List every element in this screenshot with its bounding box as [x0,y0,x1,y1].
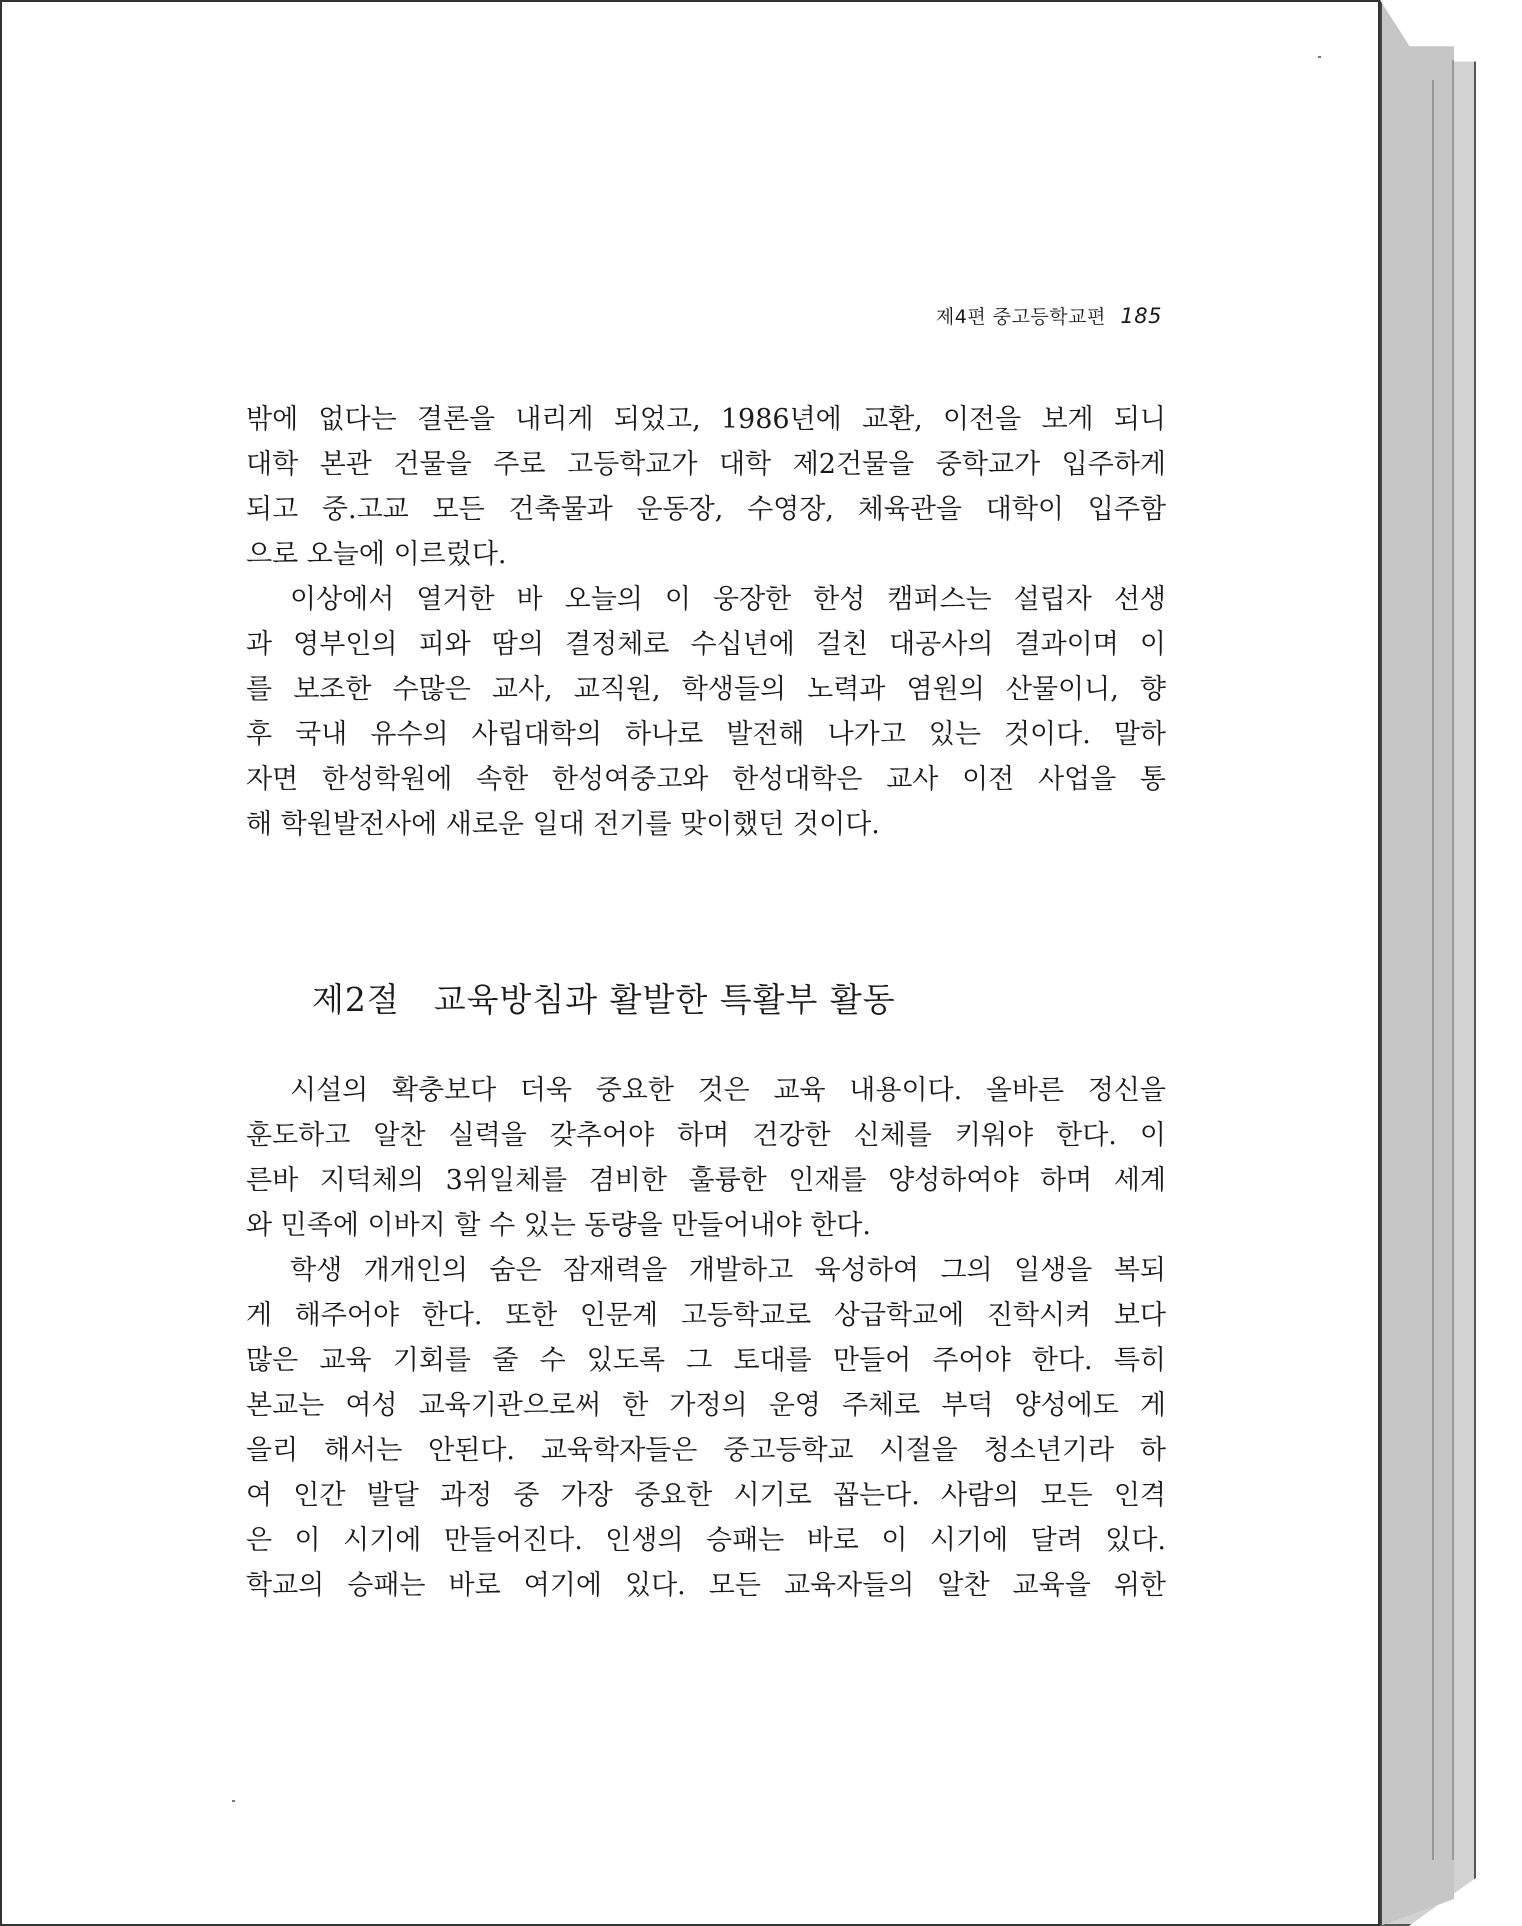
running-title: 제4편 중고등학교편 [935,306,1106,328]
text-line: 학생 개개인의 숨은 잠재력을 개발하고 육성하여 그의 일생을 복되 [290,1255,1166,1286]
text-line: 해 학원발전사에 새로운 일대 전기를 맞이했던 것이다. [246,809,880,840]
section-title: 교육방침과 활발한 특활부 활동 [433,980,896,1019]
text-line: 훈도하고 알찬 실력을 갖추어야 하며 건강한 신체를 키워야 한다. 이 [246,1120,1166,1151]
text-line: 으로 오늘에 이르렀다. [246,539,507,570]
text-line: 이상에서 열거한 바 오늘의 이 웅장한 한성 캠퍼스는 설립자 선생 [290,584,1166,615]
scan-speck [232,1800,235,1802]
section-heading [312,974,896,1021]
text-line: 본교는 여성 교육기관으로써 한 가정의 운영 주체로 부덕 양성에도 게 [246,1390,1166,1421]
text-line: 밖에 없다는 결론을 내리게 되었고, 1986년에 교환, 이전을 보게 되니 [246,404,1166,435]
body-text-top [246,397,1166,847]
page-stack-line [1432,80,1434,1860]
text-line: 학교의 승패는 바로 여기에 있다. 모든 교육자들의 알찬 교육을 위한 [246,1570,1166,1601]
text-line: 를 보조한 수많은 교사, 교직원, 학생들의 노력과 염원의 산물이니, 향 [246,674,1166,705]
text-line: 른바 지덕체의 3위일체를 겸비한 훌륭한 인재를 양성하여야 하며 세계 [246,1165,1166,1196]
page-stack-edge [1380,0,1454,1926]
page-number: 185 [1120,304,1162,328]
running-head [936,302,1162,329]
text-line: 자면 한성학원에 속한 한성여중고와 한성대학은 교사 이전 사업을 통 [246,764,1166,795]
scan-speck [1318,56,1321,58]
text-line: 을리 해서는 안된다. 교육학자들은 중고등학교 시절을 청소년기라 하 [246,1435,1166,1466]
body-text-bottom [246,1068,1166,1608]
text-line: 되고 중.고교 모든 건축물과 운동장, 수영장, 체육관을 대학이 입주함 [246,494,1166,525]
section-number: 제2절 [312,980,400,1019]
text-line: 은 이 시기에 만들어진다. 인생의 승패는 바로 이 시기에 달려 있다. [246,1525,1166,1556]
text-line: 후 국내 유수의 사립대학의 하나로 발전해 나가고 있는 것이다. 말하 [246,719,1166,750]
text-line: 과 영부인의 피와 땀의 결정체로 수십년에 걸친 대공사의 결과이며 이 [246,629,1166,660]
text-line: 게 해주어야 한다. 또한 인문계 고등학교로 상급학교에 진학시켜 보다 [246,1300,1166,1331]
text-line: 대학 본관 건물을 주로 고등학교가 대학 제2건물을 중학교가 입주하게 [246,449,1166,480]
text-line: 많은 교육 기회를 줄 수 있도록 그 토대를 만들어 주어야 한다. 특히 [246,1345,1166,1376]
text-line: 여 인간 발달 과정 중 가장 중요한 시기로 꼽는다. 사람의 모든 인격 [246,1480,1166,1511]
text-line: 시설의 확충보다 더욱 중요한 것은 교육 내용이다. 올바른 정신을 [290,1075,1166,1106]
page-stack-line [1452,60,1454,1860]
text-line: 와 민족에 이바지 할 수 있는 동량을 만들어내야 한다. [246,1210,871,1241]
